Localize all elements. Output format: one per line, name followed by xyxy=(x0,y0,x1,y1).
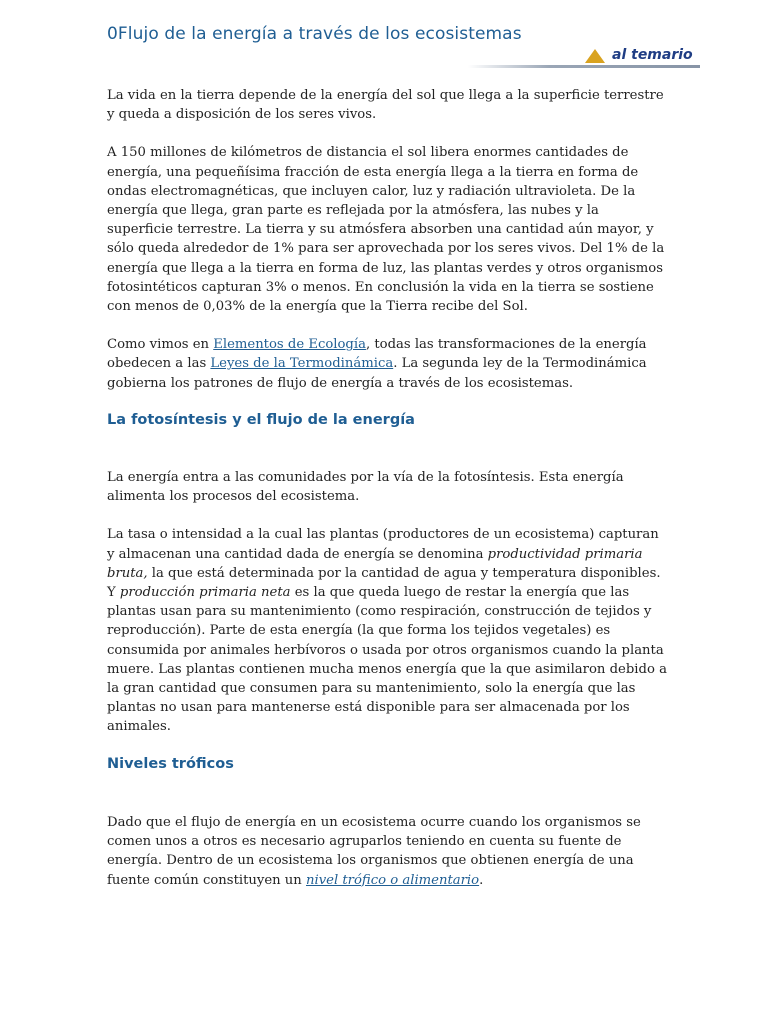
link-nivel-trofico[interactable]: nivel trófico o alimentario xyxy=(306,872,480,888)
section-heading-niveles-troficos: Niveles tróficos xyxy=(107,755,234,772)
text-fragment: . xyxy=(479,872,484,888)
header-nav xyxy=(468,47,700,69)
text-fragment: , todas las transformaciones de la energía obedecen a las xyxy=(107,337,647,372)
section-heading-fotosintesis: La fotosíntesis y el flujo de la energía xyxy=(107,411,415,428)
text-fragment: . La segunda ley de la Termodinámica gobierna los patrones de flujo de energía a través de los ecosistemas. xyxy=(107,356,647,391)
article-body xyxy=(107,86,667,890)
header-divider xyxy=(468,65,700,68)
paragraph-trophic-levels xyxy=(107,813,667,890)
paragraph-productivity xyxy=(107,525,667,736)
link-leyes-termodinamica[interactable]: Leyes de la Termodinámica xyxy=(210,356,394,372)
link-elementos-ecologia[interactable]: Elementos de Ecología xyxy=(213,337,366,353)
term-produccion-neta: producción primaria neta xyxy=(119,585,291,601)
text-fragment: Como vimos en xyxy=(107,337,214,353)
paragraph-thermodynamics xyxy=(107,335,667,393)
text-fragment: es la que queda luego de restar la energía que las plantas usan para su mantenimiento (como respiración, construcción de tejidos y reproducción). Parte de esta energía (la que forma los tejidos vegetales) es consumida por animales herbívoros o usada por otros organismos cuando la planta muere. Las plantas contienen mucha menos energía que la que asimilaron debido a la gran cantidad que consumen para su mantenimiento, solo la energía que las plantas no usan para mantenerse está disponible para ser almacenada por los animales. xyxy=(107,585,667,735)
triangle-arrow-icon xyxy=(585,49,605,63)
text-fragment: La tasa o intensidad a la cual las plantas (productores de un ecosistema) capturan y almacenan una cantidad dada de energía se denomina xyxy=(107,527,659,562)
al-temario-link[interactable]: al temario xyxy=(612,47,693,63)
paragraph-intro: La vida en la tierra depende de la energía del sol que llega a la superficie terrestre y queda a disposición de los seres vivos. xyxy=(107,88,664,123)
paragraph-sun-energy: A 150 millones de kilómetros de distancia el sol libera enormes cantidades de energía, una pequeñísima fracción de esta energía llega a la tierra en forma de ondas electromagnéticas, que incluyen calor, luz y radiación ultravioleta. De la energía que llega, gran parte es reflejada por la atmósfera, las nubes y la superficie terrestre. La tierra y su atmósfera absorben una cantidad aún mayor, y sólo queda alrededor de 1% para ser aprovechada por los seres vivos. Del 1% de la energía que llega a la tierra en forma de luz, las plantas verdes y otros organismos fotosintéticos capturan 3% o menos. En conclusión la vida en la tierra se sostiene con menos de 0,03% de la energía que la Tierra recibe del Sol. xyxy=(107,145,665,315)
text-fragment: Dado que el flujo de energía en un ecosistema ocurre cuando los organismos se comen unos a otros es necesario agruparlos teniendo en cuenta su fuente de energía. Dentro de un ecosistema los organismos que obtienen energía de una fuente común constituyen un xyxy=(107,814,641,888)
text-fragment: la que está determinada por la cantidad de agua y temperatura disponibles. Y xyxy=(107,565,661,601)
term-productividad-bruta: productividad primaria bruta, xyxy=(107,546,643,581)
page-title: 0Flujo de la energía a través de los ecosistemas xyxy=(107,24,522,44)
paragraph-energy-entry: La energía entra a las comunidades por la vía de la fotosíntesis. Esta energía alimenta los procesos del ecosistema. xyxy=(107,470,624,505)
